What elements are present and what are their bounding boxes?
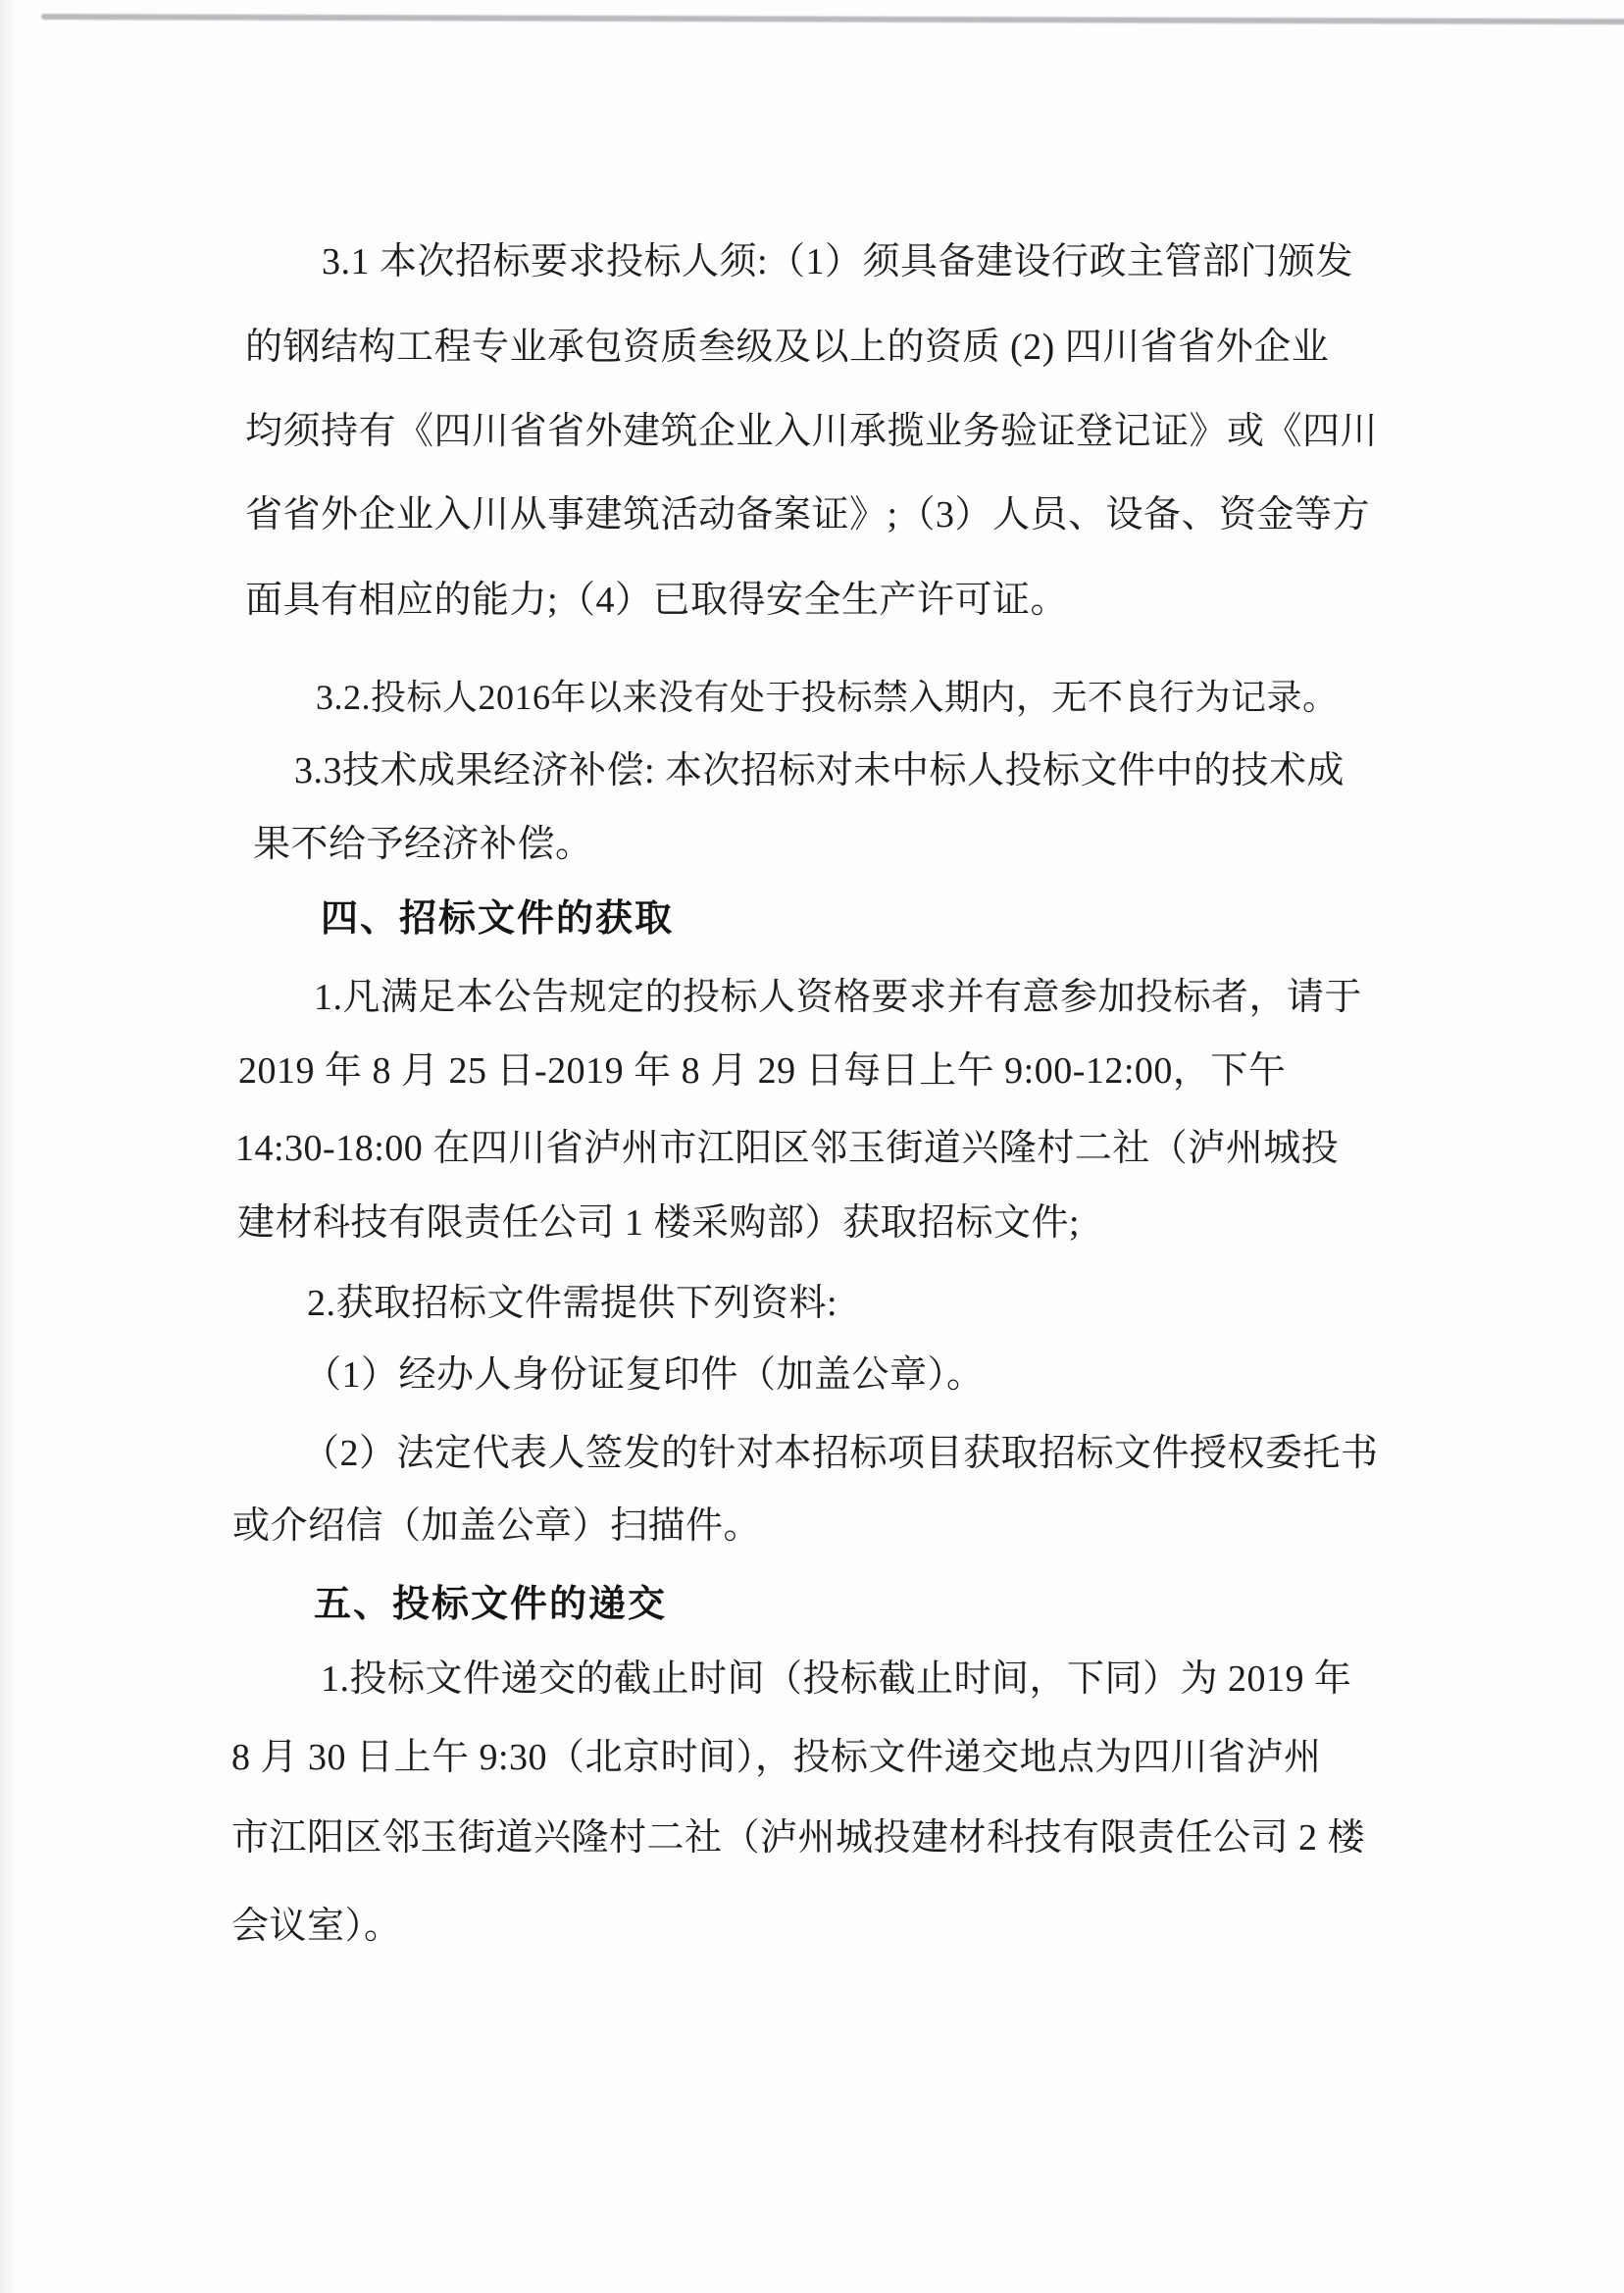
sec4-para2-line-1: 2.获取招标文件需提供下列资料: <box>307 1283 838 1324</box>
scan-left-edge-shadow <box>0 0 16 2293</box>
sec5-para1-line-1: 1.投标文件递交的截止时间（投标截止时间，下同）为 2019 年 <box>321 1658 1352 1700</box>
para-3-1-line-4: 省省外企业入川从事建筑活动备案证》;（3）人员、设备、资金等方 <box>245 494 1371 535</box>
sec4-item2-line-1: （2）法定代表人签发的针对本招标项目获取招标文件授权委托书 <box>302 1433 1379 1474</box>
sec4-para1-line-4: 建材科技有限责任公司 1 楼采购部）获取招标文件; <box>237 1202 1081 1244</box>
para-3-3-line-2: 果不给予经济补偿。 <box>253 824 593 865</box>
sec5-para1-line-3: 市江阳区邻玉街道兴隆村二社（泸州城投建材科技有限责任公司 2 楼 <box>231 1817 1366 1859</box>
para-3-1-line-5: 面具有相应的能力;（4）已取得安全生产许可证。 <box>245 580 1069 621</box>
para-3-3-line-1: 3.3技术成果经济补偿: 本次招标对未中标人投标文件中的技术成 <box>294 750 1345 791</box>
para-3-1-line-3: 均须持有《四川省省外建筑企业入川承揽业务验证登记证》或《四川 <box>245 411 1379 452</box>
section-4-heading: 四、招标文件的获取 <box>321 898 675 940</box>
scan-edge-artifact <box>41 14 1624 25</box>
sec4-para1-line-2: 2019 年 8 月 25 日-2019 年 8 月 29 日每日上午 9:00-12:00，下午 <box>238 1050 1287 1092</box>
para-3-1-line-2: 的钢结构工程专业承包资质叁级及以上的资质 (2) 四川省省外企业 <box>245 327 1330 368</box>
section-5-heading: 五、投标文件的递交 <box>314 1584 668 1625</box>
para-3-2-line-1: 3.2.投标人2016年以来没有处于投标禁入期内，无不良行为记录。 <box>316 678 1339 717</box>
sec5-para1-line-2: 8 月 30 日上午 9:30（北京时间），投标文件递交地点为四川省泸州 <box>231 1737 1322 1778</box>
sec4-item1-line-1: （1）经办人身份证复印件（加盖公章）。 <box>304 1354 985 1396</box>
sec5-para1-line-4: 会议室）。 <box>231 1906 402 1947</box>
sec4-para1-line-3: 14:30-18:00 在四川省泸州市江阳区邻玉街道兴隆村二社（泸州城投 <box>235 1128 1340 1169</box>
sec4-para1-line-1: 1.凡满足本公告规定的投标人资格要求并有意参加投标者，请于 <box>314 977 1363 1018</box>
sec4-item2-line-2: 或介绍信（加盖公章）扫描件。 <box>232 1505 762 1547</box>
para-3-1-line-1: 3.1 本次招标要求投标人须:（1）须具备建设行政主管部门颁发 <box>322 241 1354 282</box>
